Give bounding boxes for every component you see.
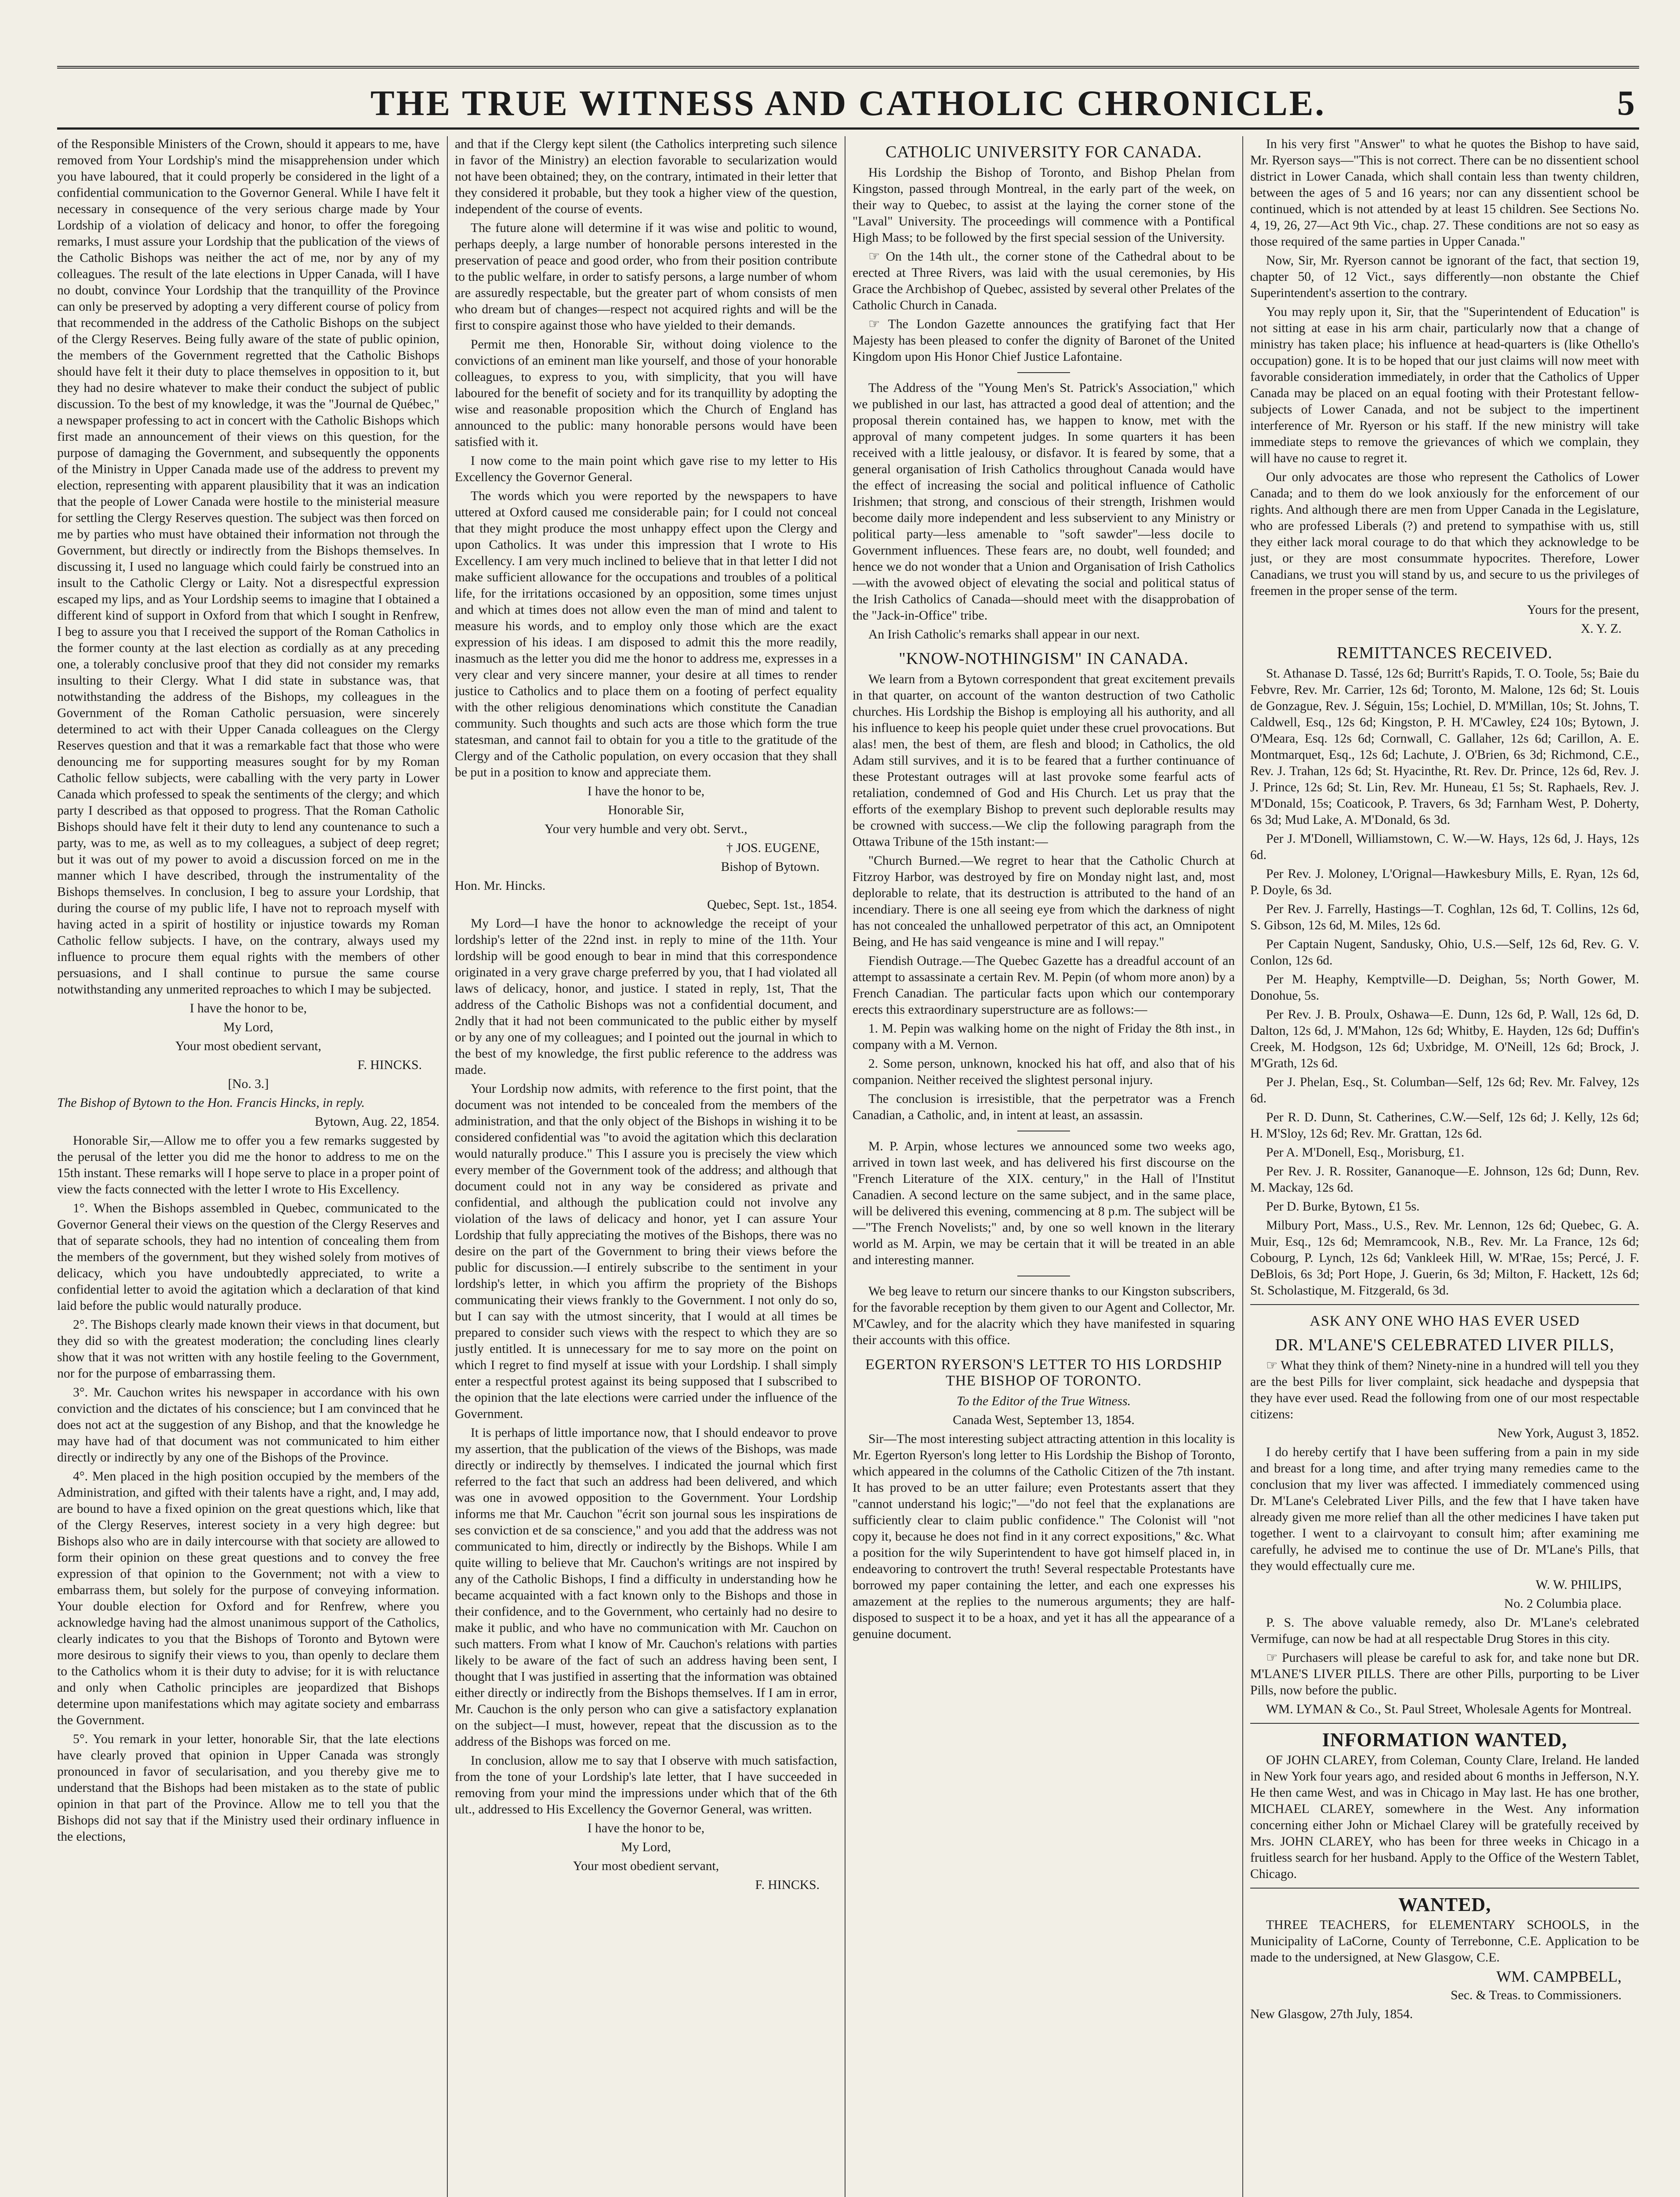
letter-paragraph: Sir—The most interesting subject attracting attention in this locality is Mr. Egerton Ryerson's long letter to His Lordship the Bishop of Toronto, which appeared in the columns of the Catholic Citizen of the 7th instant. It has proved to be an utter failure; even Protestants assert that they "cannot understand his logic;"—"do not feel that the explanations are sufficiently clear to claim public confidence." The Colonist will "not copy it, because he does not find in it any correct expositions," &c. What a position for the wily Superintendent to have got himself placed in, in endeavoring to controvert the truth! Several respectable Protestants have borrowed my paper containing the letter, and each one expresses his amazement at the replies to the numerous arguments; they are half-disposed to suspect it to be a hoax, and yet it has all the appearance of a genuine document.: [853, 1432, 1235, 1641]
advertisement-dateline: New Glasgow, 27th July, 1854.: [1250, 2007, 1413, 2021]
advertisement-heading: INFORMATION WANTED,: [1322, 1729, 1568, 1751]
advertisement-signature: WM. CAMPBELL,: [1496, 1968, 1622, 1985]
columns-area: [57, 136, 1639, 2197]
article-paragraph: 1. M. Pepin was walking home on the night of Friday the 8th inst., in company with a M. Vernon.: [853, 1022, 1235, 1052]
quoted-paragraph: "Church Burned.—We regret to hear that the Catholic Church at Fitzroy Harbor, was destroyed by fire on Monday night last, and, most deplorable to relate, that its destruction is attributed to the hand of an incendiary. There is one all seeing eye from which the darkness of night has not concealed the unhallowed perpetrator of this act, an Omnipotent Being, and He has said vengeance is mine and I will repay.": [853, 854, 1235, 949]
article-paragraph: M. P. Arpin, whose lectures we announced some two weeks ago, arrived in town last week, and has delivered his first discourse on the "French Literature of the XIX. century," in the Hall of l'Institut Canadien. A second lecture on the same subject, and in the same place, will be delivered this evening, commencing at 8 p.m. The subject will be—"The French Novelists;" and, by one so well known in the literary world as M. Arpin, we may be certain that it will be treated in an able and interesting manner.: [853, 1139, 1235, 1267]
section-heading: "KNOW-NOTHINGISM" IN CANADA.: [899, 649, 1189, 668]
column-divider: [447, 136, 448, 2197]
article-paragraph: ☞ The London Gazette announces the gratifying fact that Her Majesty has been pleased to confer the dignity of Baronet of the United Kingdom upon His Honor Chief Justice Lafontaine.: [853, 317, 1235, 364]
article-paragraph: ☞ On the 14th ult., the corner stone of the Cathedral about to be erected at Three Rivers, was laid with the usual ceremonies, by His Grace the Archbishop of Quebec, assisted by several other Prelates of the Catholic Church in Canada.: [853, 250, 1235, 312]
column-2: [455, 136, 837, 2197]
column-3: [853, 136, 1235, 2197]
signature-line: I have the honor to be,: [587, 784, 705, 798]
remittance-entry: Per A. M'Donell, Esq., Morisburg, £1.: [1266, 1146, 1465, 1160]
signature-line: I have the honor to be,: [189, 1001, 307, 1015]
letter-paragraph: Permit me then, Honorable Sir, without doing violence to the convictions of an eminent man like yourself, and those of your honorable colleagues, to express to you, with simplicity, that you will have laboured for the benefit of society and for its tranquillity by adopting the wise and reasonable proposition which the Church of England has announced to the public: many honorable persons would have been satisfied with it.: [455, 337, 837, 449]
advertisement-signature: W. W. PHILIPS,: [1535, 1578, 1622, 1592]
letter-paragraph: of the Responsible Ministers of the Crown, should it appears to me, have removed from Your Lordship's mind the misapprehension under which you have laboured, that it could properly be considered in the light of a confidential communication to the Governor General. While I have felt it necessary in consequence of the very serious charge made by Your Lordship of a violation of delicacy and honor, to offer the foregoing remarks, I must assure your Lordship that the publication of the views of the Catholic Bishops was neither the act of me, nor by any of my colleagues. The result of the late elections in Upper Canada, will I have no doubt, convince Your Lordship that the tranquillity of the Province can only be preserved by adopting a very different course of policy from that recommended in the address of the Catholic Bishops on the subject of the Clergy Reserves. Being fully aware of the state of public opinion, the members of the Government regretted that the Catholic Bishops should have felt it their duty to place themselves in opposition to it, but they had no desire whatever to make their conduct the subject of public discussion. To the best of my knowledge, it was the "Journal de Québec," a newspaper professing to act in concert with the Catholic Bishops which first made an announcement of their views on this question, for the purpose of damaging the Government, and subsequently the opponents of the Ministry in Upper Canada made use of the address to prevent my election, representing with apparent plausibility that it was an indication that the people of Lower Canada were hostile to the ministerial measure for settling the Clergy Reserves question. The subject was then forced on me by parties who must have obtained their information not through the Government, but directly or indirectly from the Bishops themselves. In discussing it, I used no language which could fairly be construed into an insult to the Catholic Clergy or Laity. Not a disrespectful expression escaped my lips, and as Your Lordship seems to imagine that I obtained a different kind of support in Oxford from that which I sought in Renfrew, I beg to assure you that I received the support of the Roman Catholics in the former county at the last election as cordially as at any preceding one, a tolerably conclusive proof that they did not consider my remarks insulting to their Clergy. What I did state in substance was, that notwithstanding the address of the Bishops, my colleagues in the Government of the Roman Catholic persuasion, were sincerely determined to act with their Upper Canada colleagues on the Clergy Reserves question and that it was a remarkable fact that those who were denouncing me for supporting measures sought for by my Roman Catholic fellow subjects, were caballing with the very party in Lower Canada which professed to speak the sentiments of the clergy; and which party I described as that opposed to progress. That the Roman Catholic Bishops should have felt it their duty to lend any countenance to such a party, was to me, as well as to my colleagues, a subject of deep regret; but it was out of my power to avoid a discussion forced on me in the manner which I have described, through the instrumentality of the Bishops themselves. In conclusion, I beg to assure your Lordship, that during the course of my public life, I have not to reproach myself with having acted in a spirit of hostility or injustice towards my Roman Catholic fellow subjects. I have, on the contrary, always used my influence to procure them equal rights with the members of other persuasions, and I shall continue to pursue the same course notwithstanding any unmerited reproaches to which I may be subjected.: [57, 137, 439, 997]
signature-name: F. HINCKS.: [755, 1878, 820, 1892]
advertisement-dateline: New York, August 3, 1852.: [1497, 1426, 1639, 1440]
remittance-entry: Per R. D. Dunn, St. Catherines, C.W.—Self, 12s 6d; J. Kelly, 12s 6d; H. M'Sloy, 12s 6d; Rev. Mr. Grattan, 12s 6d.: [1250, 1110, 1639, 1141]
masthead: [57, 66, 1639, 132]
masthead-bottom-rule: [57, 127, 1639, 130]
article-paragraph: Fiendish Outrage.—The Quebec Gazette has a dreadful account of an attempt to assassinate a certain Rev. M. Pepin (of whom more anon) by a French Canadian. The particular facts upon which our contemporary erects this extraordinary superstructure are as follows:—: [853, 954, 1235, 1017]
signature-line: I have the honor to be,: [587, 1821, 705, 1835]
addressee: Hon. Mr. Hincks.: [455, 879, 546, 893]
article-paragraph: The Address of the "Young Men's St. Patrick's Association," which we published in our last, has attracted a good deal of attention; and the proposal therein contained has, we happen to know, met with the approval of many competent judges. In some quarters it has been received with a little jealousy, or disfavor. It is feared by some, that a general organisation of Irish Catholics throughout Canada would have the effect of increasing the social and political influence of Catholic Irishmen; that strong, and conscious of their strength, Irishmen would become daily more independent and less subservient to any Ministry or political party—less amenable to "soft sawder"—less docile to Government influences. These fears are, no doubt, well founded; and hence we do not wonder that a Union and Organisation of Irish Catholics—with the avowed object of elevating the social and political status of the Irish Catholics of Canada—should meet with the disapprobation of the "Jack-in-Office" tribe.: [853, 381, 1235, 623]
signature-line: My Lord,: [621, 1840, 671, 1854]
advertisement-paragraph: OF JOHN CLAREY, from Coleman, County Clare, Ireland. He landed in New York four years ago, and resided about 6 months in Jefferson, N.Y. He then came West, and was in Chicago in May last. He has one brother, MICHAEL CLAREY, somewhere in the West. Any information concerning either John or Michael Clarey will be gratefully received by Mrs. JOHN CLAREY, who has been for three weeks in Chicago in a fruitless search for her husband. Apply to the Office of the Western Tablet, Chicago.: [1250, 1753, 1639, 1881]
advertisement-paragraph: P. S. The above valuable remedy, also Dr. M'Lane's celebrated Vermifuge, can now be had at all respectable Drug Stores in this city.: [1250, 1616, 1639, 1646]
column-divider: [1242, 136, 1243, 2197]
section-heading: EGERTON RYERSON'S LETTER TO HIS LORDSHIP THE BISHOP OF TORONTO.: [865, 1356, 1222, 1389]
advertisement-heading: ASK ANY ONE WHO HAS EVER USED: [1310, 1313, 1580, 1329]
advertisement-paragraph: THREE TEACHERS, for ELEMENTARY SCHOOLS, in the Municipality of LaCorne, County of Terrebonne, C.E. Application to be made to the undersigned, at New Glasgow, C.E.: [1250, 1918, 1639, 1965]
document-number: [No. 3.]: [228, 1077, 269, 1091]
letter-paragraph: I now come to the main point which gave rise to my letter to His Excellency the Governor General.: [455, 454, 837, 484]
remittance-entry: Per J. M'Donell, Williamstown, C. W.—W. Hays, 12s 6d, J. Hays, 12s 6d.: [1250, 832, 1639, 862]
letter-paragraph: 4°. Men placed in the high position occupied by the members of the Administration, and gifted with their talents have a right, and, I may add, are bound to have a fixed opinion on the great questions which, like that of the Clergy Reserves, interest society in a very high degree: but Bishops also who are in daily intercourse with that society are allowed to form their opinion on these great questions and to convey the free expression of that opinion to the Government; not with a view to embarrass them, but solely for the purpose of conveying information. Your double election for Oxford and for Renfrew, where you acknowledge having had the almost unanimous support of the Catholics, clearly indicates to you that the Bishops of Toronto and Bytown were more desirous to signify their views to you, than openly to declare them to the Catholics whom it is their duty to advise; for it is with reluctance and only when Catholic principles are jeopardized that Bishops determine upon manifestations which may agitate society and embarrass the Government.: [57, 1469, 439, 1727]
letter-paragraph: 1°. When the Bishops assembled in Quebec, communicated to the Governor General their views on the question of the Clergy Reserves and that of separate schools, they had no intention of concealing them from the members of the government, but they wished solely from motives of delicacy, which you have undoubtedly appreciated, to write a confidential letter to avoid the agitation which a declaration of that kind laid before the public would naturally produce.: [57, 1201, 439, 1313]
signature-line: Your most obedient servant,: [175, 1039, 322, 1053]
column-1: [57, 136, 439, 2197]
article-paragraph: We beg leave to return our sincere thanks to our Kingston subscribers, for the favorable reception by them given to our Agent and Collector, Mr. M'Cawley, and for the alacrity which they have manifested in squaring their accounts with this office.: [853, 1284, 1235, 1347]
letter-paragraph: My Lord—I have the honor to acknowledge the receipt of your lordship's letter of the 22nd inst. in reply to mine of the 11th. Your lordship will be good enough to bear in mind that this correspondence originated in a very grave charge preferred by you, that I had violated all laws of delicacy, honor, and justice. I stated in reply, 1st, That the address of the Catholic Bishops was not a confidential document, and 2ndly that it had not been communicated to the public either by myself or by any one of my colleagues; and I pointed out the journal in which to the best of my knowledge, the first public reference to the address was made.: [455, 917, 837, 1077]
remittance-entry: St. Athanase D. Tassé, 12s 6d; Burritt's Rapids, T. O. Toole, 5s; Baie du Febvre, Rev. Mr. Carrier, 12s 6d; Toronto, M. Malone, 12s 6d; St. Louis de Gonzague, Rev. J. Séguin, 15s; Lochiel, D. M'Millan, 10s; St. Johns, T. Caldwell, Esq., 12s 6d; Kingston, P. H. M'Cawley, £24 10s; Bytown, J. O'Meara, Esq. 12s 6d; Cornwall, C. Gallaher, 12s 6d; Carillon, A. E. Montmarquet, Esq., 12s 6d; Lachute, J. O'Brien, 6s 3d; Richmond, C.E., Rev. J. Trahan, 12s 6d; St. Hyacinthe, Rt. Rev. Dr. Prince, 12s 6d, Rev. J. J. Prince, 12s 6d; St. Lin, Rev. Mr. Huneau, £1 5s; St. Raphaels, Rev. J. M'Donald, 15s; Coaticook, P. Travers, 6s 3d; Farnham West, P. Doherty, 6s 3d; Mud Lake, A. M'Donald, 6s 3d.: [1250, 667, 1639, 827]
remittance-entry: Per J. Phelan, Esq., St. Columban—Self, 12s 6d; Rev. Mr. Falvey, 12s 6d.: [1250, 1075, 1639, 1106]
advertisement-paragraph: I do hereby certify that I have been suffering from a pain in my side and breast for a long time, and after trying many remedies came to the conclusion that my liver was affected. I immediately commenced using Dr. M'Lane's Celebrated Liver Pills, and the few that I have taken have already given me more relief than all the other medicines I have taken put together. I went to a clairvoyant to consult him; after examining me carefully, he advised me to continue the use of Dr. M'Lane's Pills, that they would effectually cure me.: [1250, 1445, 1639, 1573]
article-paragraph: 2. Some person, unknown, knocked his hat off, and also that of his companion. Neither received the slightest personal injury.: [853, 1057, 1235, 1087]
advertisement-signature: No. 2 Columbia place.: [1504, 1597, 1622, 1611]
remittance-entry: Per Rev. J. Moloney, L'Orignal—Hawkesbury Mills, E. Ryan, 12s 6d, P. Doyle, 6s 3d.: [1250, 867, 1639, 897]
remittance-entry: Per Rev. J. Farrelly, Hastings—T. Coghlan, 12s 6d, T. Collins, 12s 6d, S. Gibson, 12s 6d, M. Miles, 12s 6d.: [1250, 902, 1639, 932]
advertisement-paragraph: WM. LYMAN & Co., St. Paul Street, Wholesale Agents for Montreal.: [1266, 1702, 1632, 1716]
advertisement-signature: Sec. & Treas. to Commissioners.: [1451, 1988, 1622, 2002]
letter-paragraph: You may reply upon it, Sir, that the "Superintendent of Education" is not sitting at ease in his arm chair, particularly now that a change of ministry has taken place; his influence at head-quarters is (like Othello's occupation) gone. It is to be hoped that our just claims will now meet with favorable consideration immediately, in order that the Catholics of Upper Canada may be placed on an equal footing with their Protestant fellow-subjects of Lower Canada, and not be subject to the impertinent interference of Mr. Ryerson or his staff. If the new ministry will take immediate steps to remove the grievances of which we complain, they will have no cause to regret it.: [1250, 305, 1639, 465]
newspaper-title: THE TRUE WITNESS AND CATHOLIC CHRONICLE.: [370, 83, 1326, 123]
column-4: [1250, 136, 1639, 2197]
masthead-top-rule: [57, 66, 1639, 69]
letter-paragraph: Our only advocates are those who represent the Catholics of Lower Canada; and to them do we look anxiously for the enforcement of our rights. And although there are men from Upper Canada in the Legislature, who are professed Liberals (?) and pretend to sympathise with us, still they either lack moral courage to do that which they acknowledge to be just, or they are most consummate hypocrites. Therefore, Lower Canadians, we trust you will stand by us, and secure to us the privileges of freemen in the proper sense of the term.: [1250, 470, 1639, 598]
advertisement-heading: DR. M'LANE'S CELEBRATED LIVER PILLS,: [1275, 1336, 1615, 1354]
signature-line: Your very humble and very obt. Servt.,: [544, 822, 747, 836]
remittance-entry: Per Rev. J. B. Proulx, Oshawa—E. Dunn, 12s 6d, P. Wall, 12s 6d, D. Dalton, 12s 6d, J. M'Mahon, 12s 6d; Whitby, E. Hayden, 12s 6d; Duffin's Creek, M. Hodgson, 12s 6d; Uxbridge, M. O'Neill, 12s 6d; Brock, J. M'Grath, 12s 6d.: [1250, 1008, 1639, 1070]
signature-line: My Lord,: [223, 1020, 273, 1034]
advertisement-paragraph: ☞ What they think of them? Ninety-nine in a hundred will tell you they are the best Pills for liver complaint, sick headache and dyspepsia that they have ever used. Read the following from one of our most respectable citizens:: [1250, 1359, 1639, 1421]
letter-paragraph: and that if the Clergy kept silent (the Catholics interpreting such silence in favor of the Ministry) an election favorable to secularization would not have been obtained; they, on the contrary, intimated in their letter that they considered it probable, but they took a higher view of the question, independent of the course of events.: [455, 137, 837, 216]
separator: [1250, 1723, 1639, 1724]
letter-paragraph: Honorable Sir,—Allow me to offer you a few remarks suggested by the perusal of the letter you did me the honor to address to me on the 15th instant. These remarks will I hope serve to place in a proper point of view the facts connected with the letter I wrote to His Excellency.: [57, 1134, 439, 1196]
separator: [1250, 1888, 1639, 1889]
letter-paragraph: Your Lordship now admits, with reference to the first point, that the document was not intended to be concealed from the members of the administration, and that the only object of the Bishops in wishing it to be considered confidential was "to avoid the agitation which this declaration would naturally produce." This I assure you is precisely the view which every member of the Government took of the address; and although that document could not in any way be considered as private and confidential, and although the publication could not involve any violation of the laws of delicacy and honor, yet I can assure Your Lordship that fully appreciating the motives of the Bishops, there was no desire on the part of the Government to bring their views before the public for discussion.—I entirely subscribe to the sentiment in your lordship's letter, in which you affirm the propriety of the Bishops communicating their views frankly to the Government. I not only do so, but I can say with the utmost sincerity, that I would at all times be prepared to consider such views with the respect to which they are so justly entitled. It is unnecessary for me to say more on the point on which I regret to find myself at issue with your Lordship. I shall simply enter a respectful protest against its being supposed that I subscribed to the opinion that the late elections were carried under the influence of the Government.: [455, 1082, 837, 1421]
letter-paragraph: In conclusion, allow me to say that I observe with much satisfaction, from the tone of your Lordship's late letter, that I have succeeded in removing from your mind the impressions under which that of the 6th ult., addressed to His Excellency the Governor General, was written.: [455, 1754, 837, 1816]
letter-paragraph: 3°. Mr. Cauchon writes his newspaper in accordance with his own conviction and the dictates of his conscience; but I am convinced that he does not act at the suggestion of any Bishop, and that the knowledge he may have had of that document was not communicated to him either directly or indirectly by any one of the Bishops of the Province.: [57, 1385, 439, 1465]
remittance-entry: Milbury Port, Mass., U.S., Rev. Mr. Lennon, 12s 6d; Quebec, G. A. Muir, Esq., 12s 6d; Memramcook, N.B., Rev. Mr. La France, 12s 6d; Cobourg, P. Lynch, 12s 6d; Vankleek Hill, W. M'Rae, 15s; Percé, J. F. DeBlois, 6s 3d; Port Hope, J. Guerin, 6s 3d; Milton, F. Hackett, 12s 6d; St. Scholastique, M. Fitzgerald, 6s 3d.: [1250, 1218, 1639, 1298]
remittance-entry: Per D. Burke, Bytown, £1 5s.: [1266, 1200, 1420, 1214]
signature-line: Your most obedient servant,: [573, 1859, 719, 1873]
letter-dateline: Canada West, September 13, 1854.: [953, 1413, 1135, 1427]
separator: [1017, 372, 1070, 373]
signature-line: Yours for the present,: [1527, 603, 1639, 617]
separator: [1250, 1304, 1639, 1305]
signature-name: F. HINCKS.: [357, 1058, 422, 1072]
remittance-entry: Per Captain Nugent, Sandusky, Ohio, U.S.—Self, 12s 6d, Rev. G. V. Conlon, 12s 6d.: [1250, 937, 1639, 968]
letter-paragraph: The future alone will determine if it was wise and politic to wound, perhaps deeply, a large number of honorable persons interested in the preservation of peace and good order, who from their position contribute to the public welfare, in order to satisfy persons, a large number of whom are assuredly respectable, but the greater part of whom consists of men who dream but of changes—respect not acquired rights and will be the first to conspire against those who have yielded to their demands.: [455, 221, 837, 333]
signature-line: Honorable Sir,: [608, 803, 684, 817]
article-paragraph: The conclusion is irresistible, that the perpetrator was a French Canadian, a Catholic, and, in intent at least, an assassin.: [853, 1092, 1235, 1122]
signature-name: † JOS. EUGENE,: [726, 841, 820, 855]
letter-paragraph: In his very first "Answer" to what he quotes the Bishop to have said, Mr. Ryerson says—"This is not correct. There can be no dissentient school district in Lower Canada, which shall contain less than twenty children, between the ages of 5 and 16 years; nor can any dissentient school be continued, which is not attended by at least 15 children. See Sections No. 4, 19, 26, 27—Act 9th Vic., chap. 27. These conditions are not so easy as those required of the same parties in Upper Canada.": [1250, 137, 1639, 249]
remittance-entry: Per M. Heaphy, Kemptville—D. Deighan, 5s; North Gower, M. Donohue, 5s.: [1250, 972, 1639, 1003]
article-paragraph: We learn from a Bytown correspondent that great excitement prevails in that quarter, on account of the wanton destruction of two Catholic churches. His Lordship the Bishop is employing all his authority, and all his influence to keep his people quiet under these cruel provocations. But alas! men, the best of them, are flesh and blood; in Catholics, the old Adam still survives, and it is to be feared that a further continuance of these Protestant outrages will at last provoke some fearful acts of retaliation, condemned of God and His Church. Let us pray that the efforts of the exemplary Bishop to prevent such deplorable results may be crowned with success.—We clip the following paragraph from the Ottawa Tribune of the 15th instant:—: [853, 672, 1235, 849]
letter-to-editor: To the Editor of the True Witness.: [957, 1394, 1131, 1408]
section-heading: CATHOLIC UNIVERSITY FOR CANADA.: [885, 143, 1202, 161]
section-heading: REMITTANCES RECEIVED.: [1337, 644, 1553, 662]
letter-paragraph: It is perhaps of little importance now, that I should endeavor to prove my assertion, that the publication of the views of the Bishops, was made directly or indirectly by themselves. I indicated the journal which first referred to the fact that such an address had been delivered, and which was one in avowed opposition to the Government. Your Lordship informs me that Mr. Cauchon "écrit son journal sous les inspirations de ses conviction et de sa conscience," and you add that the address was not communicated to him, directly or indirectly by the Bishops. While I am quite willing to believe that Mr. Cauchon's writings are not inspired by any of the Catholic Bishops, I find a difficulty in understanding how he became acquainted with a fact known only to the Bishops and those in their confidence, and to the Government, who certainly had no desire to make it public, and who have no communication with Mr. Cauchon on such matters. From what I know of Mr. Cauchon's relations with parties likely to be aware of the fact of such an address having been sent, I thought that I was justified in asserting that the information was obtained either directly or indirectly from the Bishops themselves. If I am in error, Mr. Cauchon is the only person who can give a satisfactory explanation on the subject—I must, however, repeat that the discussion as to the address of the Bishops was forced on me.: [455, 1426, 837, 1749]
letter-paragraph: Now, Sir, Mr. Ryerson cannot be ignorant of the fact, that section 19, chapter 50, of 12 Vict., says differently—non obstante the Chief Superintendent's assertion to the contrary.: [1250, 254, 1639, 300]
letter-dateline: Quebec, Sept. 1st., 1854.: [707, 898, 837, 912]
advertisement-heading: WANTED,: [1398, 1894, 1491, 1915]
letter-heading: The Bishop of Bytown to the Hon. Francis Hincks, in reply.: [57, 1096, 365, 1110]
signature-title: Bishop of Bytown.: [721, 860, 820, 874]
article-paragraph: His Lordship the Bishop of Toronto, and Bishop Phelan from Kingston, passed through Montreal, in the early part of the week, on their way to Quebec, to assist at the laying the corner stone of the "Laval" University. The proceedings will commence with a Pontifical High Mass; to be followed by the first special session of the University.: [853, 166, 1235, 245]
remittance-entry: Per Rev. J. R. Rossiter, Gananoque—E. Johnson, 12s 6d; Dunn, Rev. M. Mackay, 12s 6d.: [1250, 1164, 1639, 1195]
letter-paragraph: 5°. You remark in your letter, honorable Sir, that the late elections have clearly proved that opinion in Upper Canada was strongly pronounced in favor of secularisation, and you thereby give me to understand that the Bishops had been mistaken as to the state of public opinion in that part of the Province. Allow me to tell you that the Bishops did not say that if the Ministry used their ordinary influence in the elections,: [57, 1732, 439, 1844]
letter-paragraph: 2°. The Bishops clearly made known their views in that document, but they did so with the greatest moderation; the concluding lines clearly show that it was not written with any hostile feeling to the Government, nor for the purpose of embarrassing them.: [57, 1318, 439, 1381]
letter-paragraph: The words which you were reported by the newspapers to have uttered at Oxford caused me considerable pain; for I could not conceal that they might produce the most unhappy effect upon the Clergy and upon Catholics. It was under this impression that I wrote to His Excellency. I am very much inclined to believe that in that letter I did not make sufficient allowance for the occupations and troubles of a political life, for the irritations occasioned by an opposition, some times unjust and which at times does not allow even the man of mind and talent to measure his words, and to employ only those which are the exact expression of his ideas. I am disposed to admit this the more readily, inasmuch as the letter you did me the honor to address me, expresses in a very clear and very sincere manner, your desire at all times to render justice to Catholics and to place them on a footing of perfect equality with the other religious denominations which constitute the Canadian community. Such thoughts and such acts are those which form the true statesman, and cannot fail to obtain for you a title to the gratitude of the Clergy and of the Catholic population, on every occasion that they shall be put in a position to know and appreciate them.: [455, 489, 837, 779]
signature-name: X. Y. Z.: [1581, 622, 1622, 636]
article-paragraph: An Irish Catholic's remarks shall appear in our next.: [868, 627, 1140, 642]
letter-dateline: Bytown, Aug. 22, 1854.: [315, 1115, 439, 1129]
advertisement-paragraph: ☞ Purchasers will please be careful to ask for, and take none but DR. M'LANE'S LIVER PILLS. There are other Pills, purporting to be Liver Pills, now before the public.: [1250, 1651, 1639, 1697]
page-number: 5: [1617, 84, 1635, 123]
